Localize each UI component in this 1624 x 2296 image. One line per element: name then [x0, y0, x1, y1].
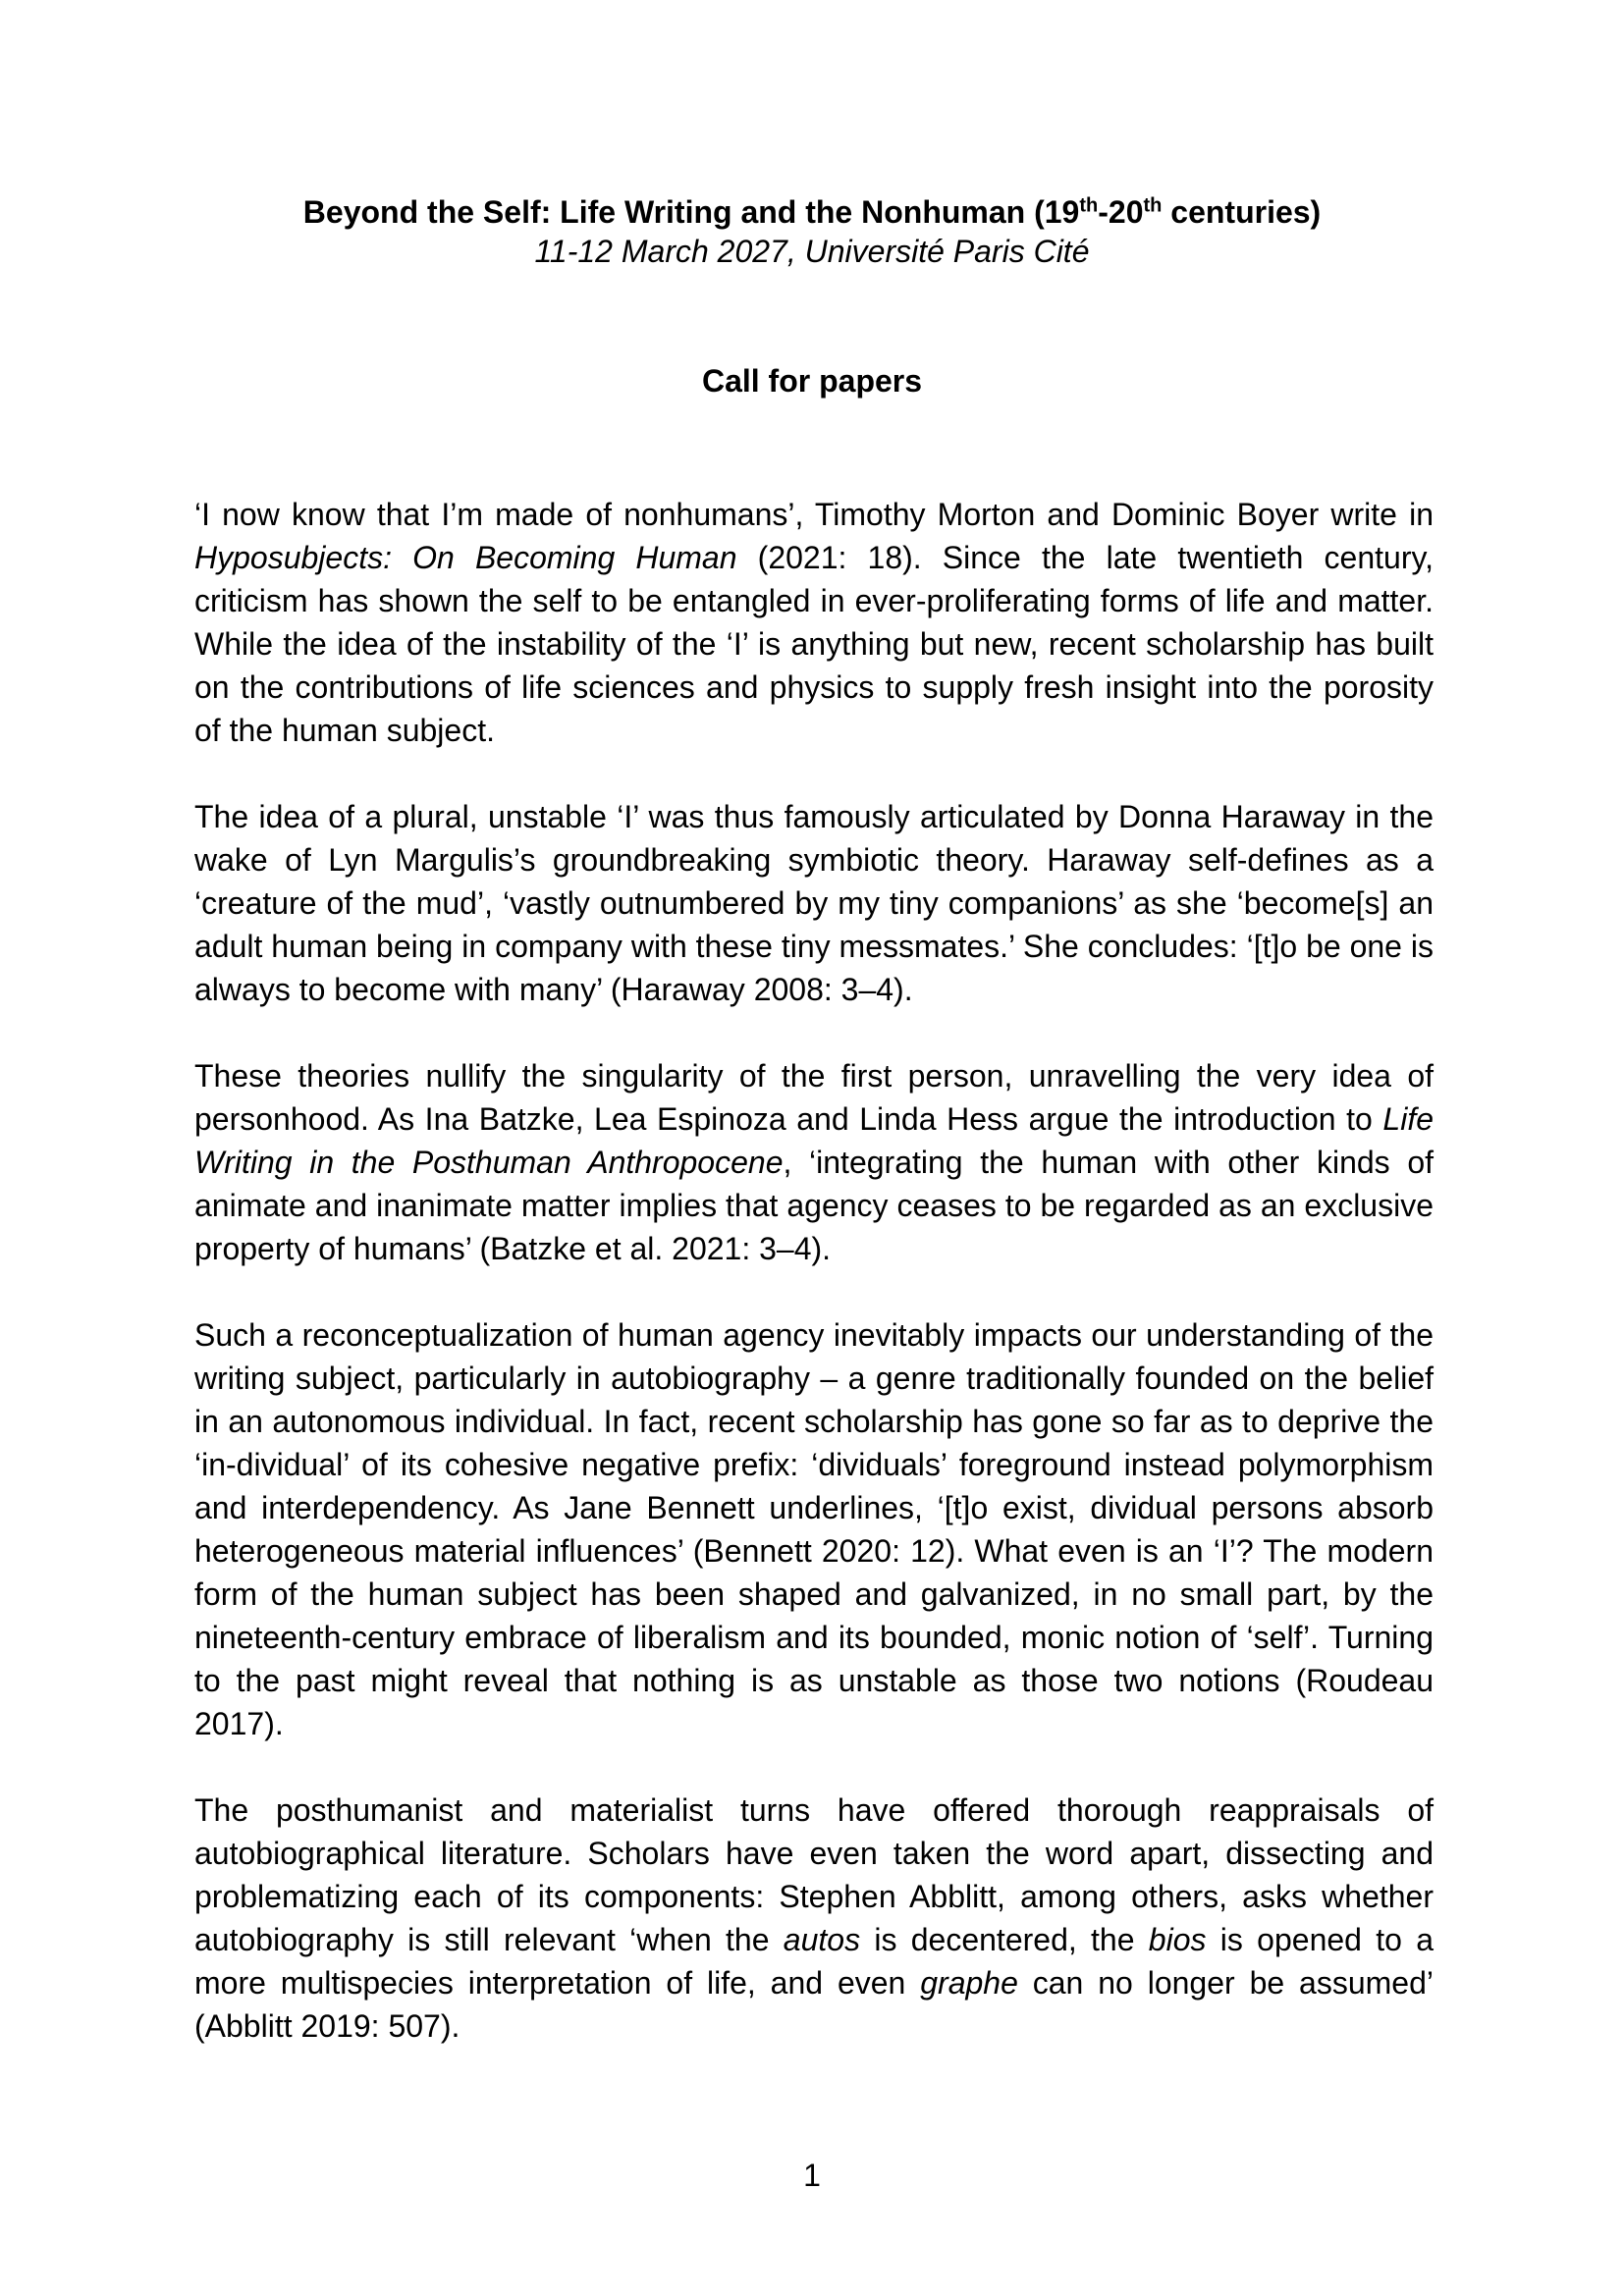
paragraph-1 — [194, 493, 1434, 752]
paragraph-text: The posthumanist and materialist turns have offered thorough reappraisals of autobiographical literature. Scholars have even taken the word apart, dissecting and problematizing each of its components: Stephen Abblitt, among others, asks whether autobiography is still relevant ‘when the — [194, 1792, 1434, 1957]
paragraph-text: is decentered, the — [860, 1922, 1149, 1957]
paragraph-2 — [194, 795, 1434, 1011]
section-heading: Call for papers — [701, 363, 923, 399]
paragraph-text: Such a reconceptualization of human agency inevitably impacts our understanding of the writing subject, particularly in autobiography – a genre traditionally founded on the belief in an autonomous individual. In fact, recent scholarship has gone so far as to deprive the ‘in-dividual’ of its cohesive negative prefix: ‘dividuals’ foreground instead polymorphism and interdependency. As Jane Bennett underlines, ‘[t]o exist, dividual persons absorb heterogeneous material influences’ (Bennett 2020: 12). What even is an ‘I’? The modern form of the human subject has been shaped and galvanized, in no small part, by the nineteenth-century embrace of liberalism and its bounded, monic notion of ‘self’. Turning to the past might reveal that nothing is as unstable as those two notions (Roudeau 2017). — [194, 1317, 1434, 1741]
term-emphasis-graphe: graphe — [920, 1965, 1018, 2001]
document-subtitle: 11-12 March 2027, Université Paris Cité — [534, 234, 1090, 269]
book-title-emphasis: Life Writing in the Posthuman Anthropocene — [194, 1101, 1434, 1180]
page-number: 1 — [803, 2158, 821, 2193]
paragraph-text: can no longer be assumed’ (Abblitt 2019: 507). — [194, 1965, 1435, 2044]
title-superscript-2: th — [1143, 194, 1163, 217]
paragraph-5 — [194, 1789, 1434, 2048]
title-text-main: Beyond the Self: Life Writing and the Nonhuman (19 — [302, 194, 1080, 230]
paragraph-3 — [194, 1054, 1434, 1270]
paragraph-text: These theories nullify the singularity of the first person, unravelling the very idea of personhood. As Ina Batzke, Lea Espinoza and Linda Hess argue the introduction to — [194, 1058, 1434, 1137]
paragraph-4 — [194, 1313, 1434, 1745]
title-text-end: centuries) — [1162, 194, 1322, 230]
title-superscript-1: th — [1079, 194, 1099, 217]
paragraph-text: The idea of a plural, unstable ‘I’ was thus famously articulated by Donna Haraway in the wake of Lyn Margulis’s groundbreaking symbiotic theory. Haraway self-defines as a ‘creature of the mud’, ‘vastly outnumbered by my tiny companions’ as she ‘become[s] an adult human being in company with these tiny messmates.’ She concludes: ‘[t]o be one is always to become with many’ (Haraway 2008: 3–4). — [194, 799, 1434, 1007]
title-text-mid: -20 — [1098, 194, 1144, 230]
paragraph-text: is opened to a more multispecies interpretation of life, and even — [194, 1922, 1434, 2001]
book-title-emphasis: Hyposubjects: On Becoming Human — [194, 540, 737, 575]
term-emphasis-bios: bios — [1148, 1922, 1207, 1957]
body-text — [194, 493, 1434, 2091]
paragraph-text: ‘I now know that I’m made of nonhumans’, Timothy Morton and Dominic Boyer write in — [194, 497, 1434, 532]
document-title — [0, 192, 1624, 232]
paragraph-text: (2021: 18). Since the late twentieth century, criticism has shown the self to be entangled in ever-proliferating forms of life and matter. While the idea of the instability of the ‘I’ is anything but new, recent scholarship has built on the contributions of life sciences and physics to supply fresh insight into the porosity of the human subject. — [194, 540, 1435, 748]
term-emphasis-autos: autos — [783, 1922, 861, 1957]
paragraph-text: , ‘integrating the human with other kinds of animate and inanimate matter implies that agency ceases to be regarded as an exclusive property of humans’ (Batzke et al. 2021: 3–4). — [194, 1145, 1435, 1266]
